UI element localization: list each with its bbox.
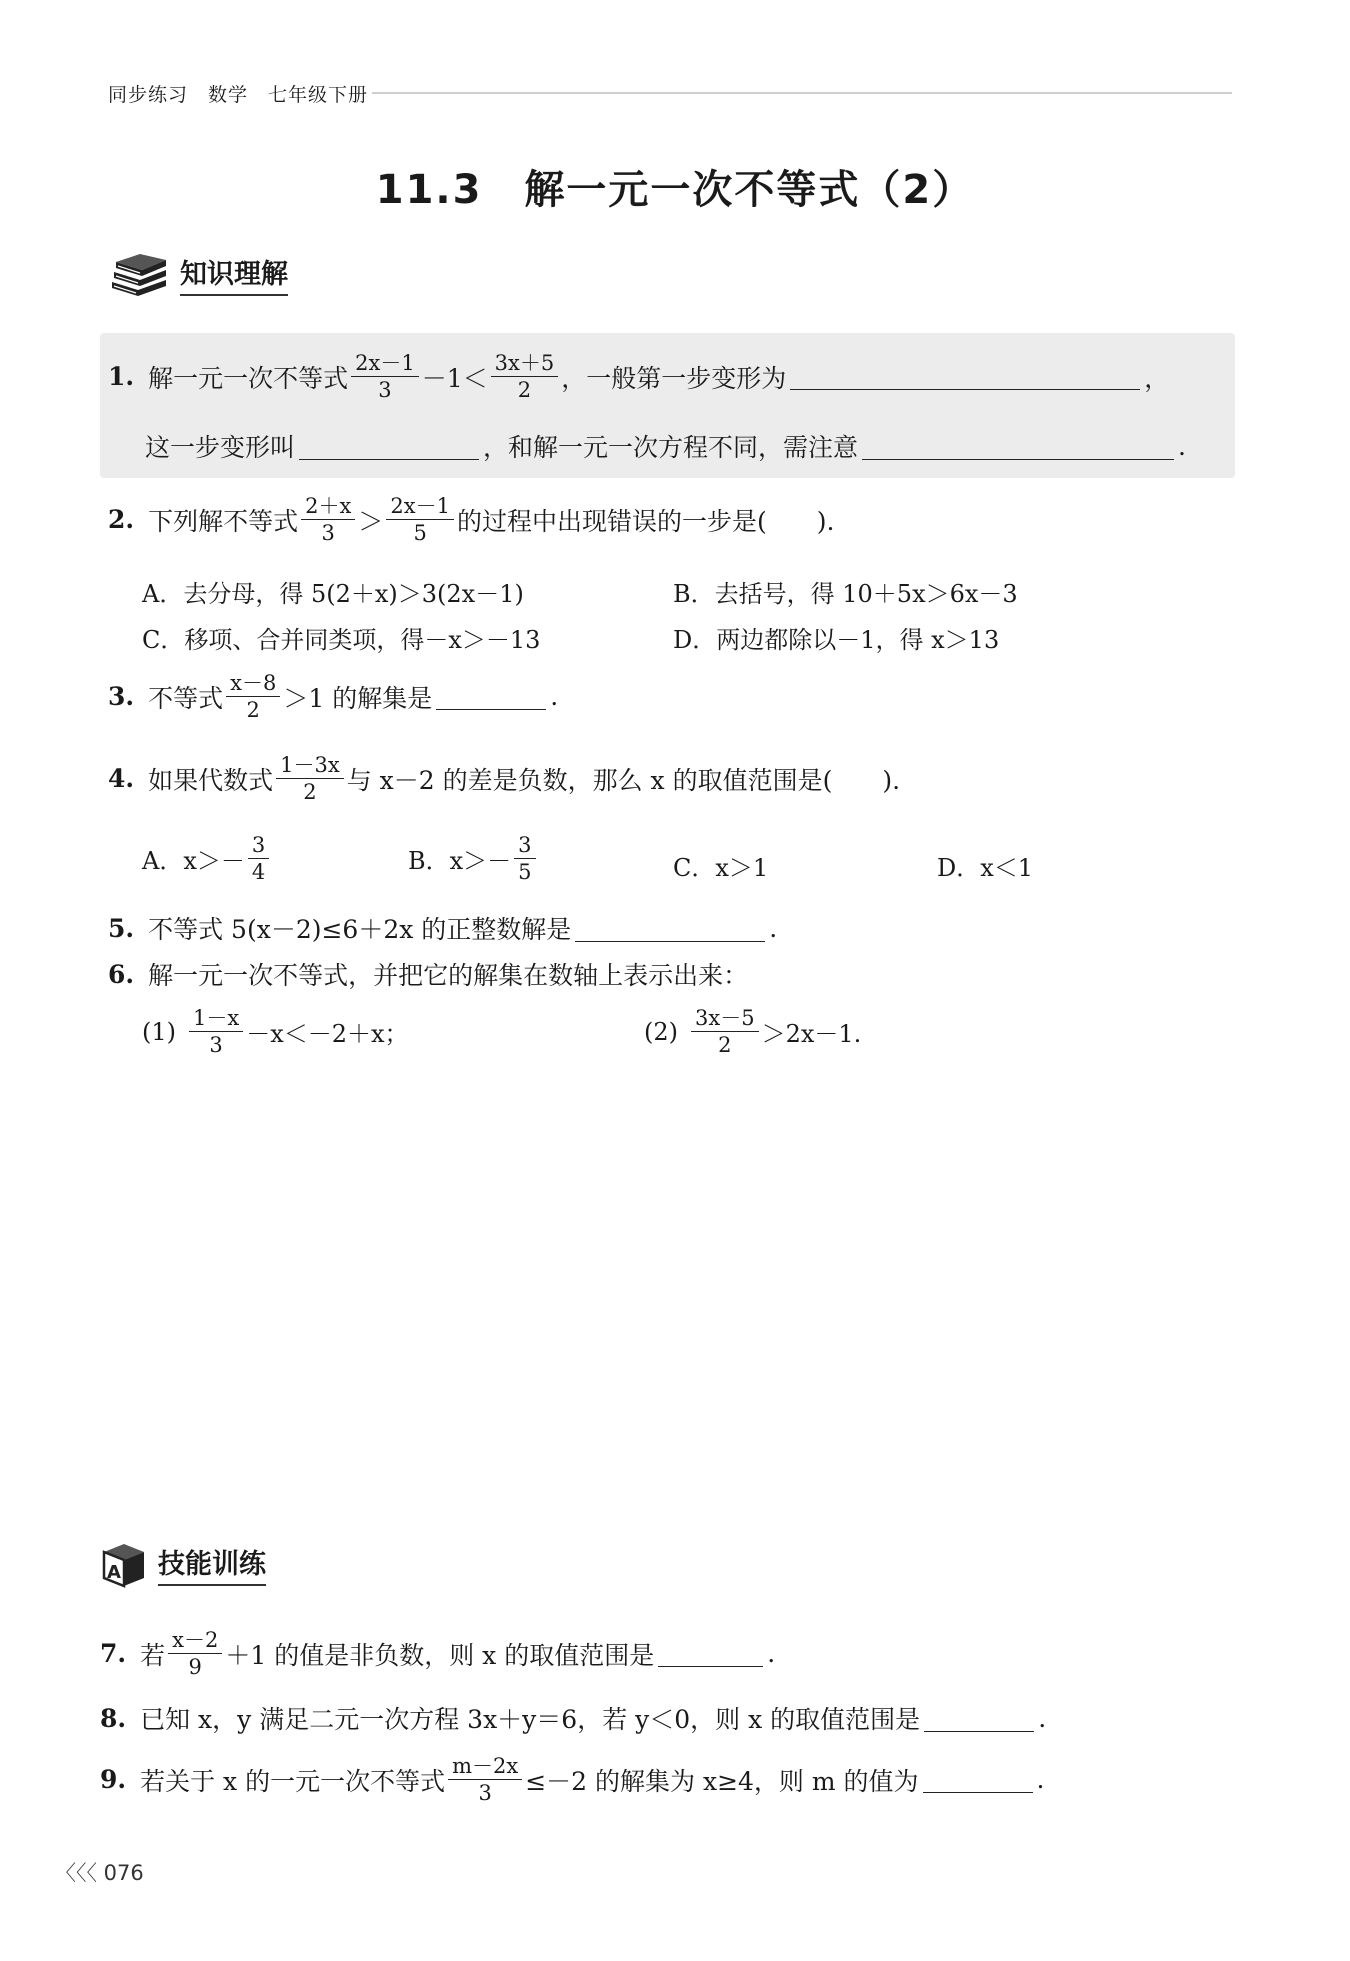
q1-line1: 1. 解一元一次不等式 $\frac{2x-1}{3}$ －1＜ $\frac{3x+5}{2}$ ，一般第一步变形为 ， [108, 351, 1170, 402]
running-header: 同步练习 数学 七年级下册 [108, 84, 369, 106]
q4-option-b: B．x＞－ $\frac{3}{5}$ [408, 832, 539, 885]
q1-line2: 这一步变形叫 ，和解一元一次方程不同，需注意 . [145, 431, 1186, 462]
q4-number: 4. [108, 764, 135, 793]
q8-line: 8. 已知 x，y 满足二元一次方程 3x＋y＝6，若 y＜0，则 x 的取值范围是 . [100, 1703, 1047, 1734]
q2-fraction-1: $\frac{2+x}{3}$ [301, 493, 355, 546]
q4-fraction: $\frac{1-3x}{2}$ [276, 752, 344, 805]
books-icon [108, 252, 170, 296]
section-header-knowledge [108, 252, 288, 296]
q3-blank[interactable] [436, 683, 546, 710]
header-rule [372, 92, 1232, 94]
q1-text: 解一元一次不等式 [148, 363, 349, 393]
q9-blank[interactable] [923, 1766, 1033, 1793]
q9-line: 9. 若关于 x 的一元一次不等式 $\frac{m-2x}{3}$ ≤－2 的解集为 x≥4，则 m 的值为 . [100, 1754, 1045, 1805]
q8-number: 8. [100, 1703, 127, 1733]
q2-option-c: C．移项、合并同类项，得－x＞－13 [142, 626, 541, 654]
q3-line: 3. 不等式 $\frac{x-8}{2}$ ＞1 的解集是 . [108, 671, 559, 722]
q4-option-d: D．x＜1 [937, 854, 1034, 882]
letter-cube-icon [100, 1540, 148, 1588]
q5-number: 5. [108, 913, 135, 943]
q2-option-a: A．去分母，得 5(2＋x)＞3(2x－1) [142, 580, 524, 608]
q2-option-d: D．两边都除以－1，得 x＞13 [673, 626, 1000, 654]
q5-blank[interactable] [575, 915, 765, 942]
section-header-skills [100, 1540, 266, 1588]
page-number: 〈〈〈 076 [55, 1861, 144, 1885]
q1-blank-3[interactable] [862, 433, 1174, 460]
q6-part-1: (1) $\frac{1-x}{3}$ －x＜－2＋x； [142, 1006, 409, 1057]
q1-blank-2[interactable] [299, 433, 479, 460]
q3-fraction: $\frac{x-8}{2}$ [226, 670, 280, 723]
q8-blank[interactable] [924, 1705, 1034, 1732]
q6-part-2: (2) $\frac{3x-5}{2}$ ＞2x－1. [644, 1006, 862, 1057]
q7-number: 7. [100, 1639, 127, 1668]
q6-number: 6. [108, 959, 135, 989]
q1-number: 1. [108, 362, 135, 391]
svg-text:A: A [107, 1562, 121, 1583]
q4-option-a: A．x＞－ $\frac{3}{4}$ [142, 832, 272, 885]
q2-line: 2. 下列解不等式 $\frac{2+x}{3}$ ＞ $\frac{2x-1}{5}$ 的过程中出现错误的一步是( ). [108, 494, 835, 545]
q1-fraction-1: $\frac{2x-1}{3}$ [351, 350, 419, 403]
q1-blank-1[interactable] [790, 363, 1140, 390]
section-title-knowledge: 知识理解 [180, 252, 288, 296]
q6-line: 6. 解一元一次不等式，并把它的解集在数轴上表示出来： [108, 959, 749, 990]
q9-number: 9. [100, 1765, 127, 1794]
q5-line: 5. 不等式 5(x－2)≤6＋2x 的正整数解是 . [108, 913, 778, 944]
q7-blank[interactable] [658, 1640, 763, 1667]
section-title-skills: 技能训练 [158, 1542, 266, 1586]
page-title: 11.3 解一元一次不等式（2） [375, 167, 975, 213]
q2-option-b: B．去括号，得 10＋5x＞6x－3 [673, 580, 1018, 608]
q1-fraction-2: $\frac{3x+5}{2}$ [491, 350, 559, 403]
q2-number: 2. [108, 505, 135, 534]
q7-line: 7. 若 $\frac{x-2}{9}$ ＋1 的值是非负数，则 x 的取值范围是 . [100, 1628, 776, 1679]
q4-option-c: C．x＞1 [673, 854, 769, 882]
q3-number: 3. [108, 682, 135, 711]
q9-fraction: $\frac{m-2x}{3}$ [448, 1753, 522, 1806]
q2-fraction-2: $\frac{2x-1}{5}$ [386, 493, 454, 546]
q4-line: 4. 如果代数式 $\frac{1-3x}{2}$ 与 x－2 的差是负数，那么 x 的取值范围是( ). [108, 753, 901, 804]
q7-fraction: $\frac{x-2}{9}$ [168, 1627, 222, 1680]
